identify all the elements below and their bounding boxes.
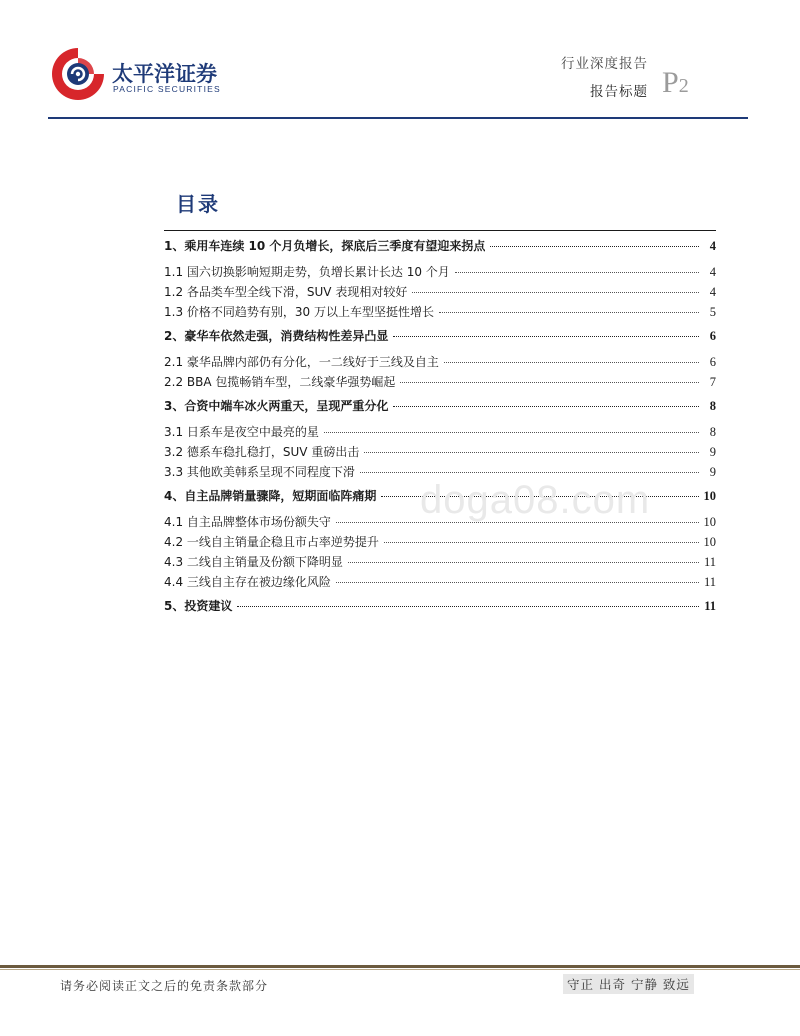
toc-entry-title: 5、投资建议 bbox=[164, 599, 233, 613]
toc-entry[interactable] bbox=[164, 352, 716, 372]
header-divider bbox=[48, 117, 748, 119]
toc-entry-page: 8 bbox=[709, 425, 716, 439]
toc-entry[interactable] bbox=[164, 552, 716, 572]
toc-entry-page: 10 bbox=[703, 535, 716, 549]
toc-entry[interactable] bbox=[164, 282, 716, 302]
toc-entry[interactable] bbox=[164, 372, 716, 392]
toc-dot-leader bbox=[393, 406, 699, 407]
toc-dot-leader bbox=[444, 362, 699, 363]
toc-entry[interactable] bbox=[164, 532, 716, 552]
toc-entry[interactable] bbox=[164, 236, 716, 256]
toc-entry-page: 4 bbox=[709, 265, 716, 279]
toc-dot-leader bbox=[237, 606, 699, 607]
footer-divider-thin bbox=[0, 969, 800, 970]
document-type: 行业深度报告 bbox=[561, 56, 648, 72]
toc-entry-title: 1.2 各品类车型全线下滑，SUV 表现相对较好 bbox=[164, 285, 408, 299]
toc-entry-title: 1、乘用车连续 10 个月负增长，探底后三季度有望迎来拐点 bbox=[164, 239, 486, 253]
toc-entry-title: 4.2 一线自主销量企稳且市占率逆势提升 bbox=[164, 535, 379, 549]
toc-dot-leader bbox=[360, 472, 699, 473]
page-number-value: 2 bbox=[678, 75, 689, 97]
toc-entry-page: 7 bbox=[709, 375, 716, 389]
toc-dot-leader bbox=[439, 312, 699, 313]
toc-entry-title: 2、豪华车依然走强，消费结构性差异凸显 bbox=[164, 329, 389, 343]
toc-entry-title: 4、自主品牌销量骤降，短期面临阵痛期 bbox=[164, 489, 377, 503]
toc-dot-leader bbox=[412, 292, 699, 293]
toc-entry-page: 11 bbox=[703, 575, 716, 589]
toc-dot-leader bbox=[393, 336, 699, 337]
toc-entry-page: 11 bbox=[704, 599, 716, 613]
toc-dot-leader bbox=[490, 246, 699, 247]
toc-entry-title: 4.1 自主品牌整体市场份额失守 bbox=[164, 515, 331, 529]
toc-dot-leader bbox=[364, 452, 699, 453]
toc-entry[interactable] bbox=[164, 262, 716, 282]
toc-entry-title: 3.2 德系车稳扎稳打，SUV 重磅出击 bbox=[164, 445, 360, 459]
toc-entry-page: 8 bbox=[709, 399, 716, 413]
page-number bbox=[662, 66, 689, 100]
toc-divider bbox=[164, 230, 716, 231]
page-header bbox=[0, 0, 800, 125]
page-letter: P bbox=[662, 66, 679, 99]
toc-entry-page: 11 bbox=[703, 555, 716, 569]
toc-dot-leader bbox=[348, 562, 699, 563]
watermark: doga08.com bbox=[420, 478, 651, 522]
toc-entry[interactable] bbox=[164, 596, 716, 616]
toc-entry[interactable] bbox=[164, 396, 716, 416]
brand-name-cn: 太平洋证券 bbox=[112, 62, 217, 86]
toc-entry-page: 6 bbox=[709, 329, 716, 343]
toc-heading: 目录 bbox=[176, 192, 220, 216]
toc-dot-leader bbox=[384, 542, 699, 543]
toc-entry[interactable] bbox=[164, 442, 716, 462]
toc-entry-page: 6 bbox=[709, 355, 716, 369]
toc-entry-title: 1.1 国六切换影响短期走势，负增长累计长达 10 个月 bbox=[164, 265, 450, 279]
toc-dot-leader bbox=[400, 382, 699, 383]
toc-entry-title: 1.3 价格不同趋势有别，30 万以上车型坚挺性增长 bbox=[164, 305, 434, 319]
toc-entry-page: 5 bbox=[709, 305, 716, 319]
toc-entry-page: 10 bbox=[703, 489, 716, 503]
toc-entry[interactable] bbox=[164, 302, 716, 322]
toc-entry-page: 10 bbox=[703, 515, 716, 529]
toc-entry-title: 2.1 豪华品牌内部仍有分化，一二线好于三线及自主 bbox=[164, 355, 439, 369]
company-motto: 守正 出奇 宁静 致远 bbox=[563, 974, 694, 994]
toc-entry-title: 3.1 日系车是夜空中最亮的星 bbox=[164, 425, 319, 439]
toc-entry[interactable] bbox=[164, 572, 716, 592]
toc-dot-leader bbox=[455, 272, 699, 273]
toc-dot-leader bbox=[336, 582, 699, 583]
footer-divider bbox=[0, 965, 800, 968]
brand-name-en: PACIFIC SECURITIES bbox=[113, 84, 221, 94]
toc-entry-title: 4.4 三线自主存在被边缘化风险 bbox=[164, 575, 331, 589]
disclaimer-note: 请务必阅读正文之后的免责条款部分 bbox=[60, 979, 269, 993]
toc-entry-page: 4 bbox=[709, 239, 716, 253]
toc-entry-title: 3、合资中端车冰火两重天，呈现严重分化 bbox=[164, 399, 389, 413]
toc-entry[interactable] bbox=[164, 422, 716, 442]
pacific-securities-logo-icon bbox=[48, 44, 108, 104]
toc-entry-title: 4.3 二线自主销量及份额下降明显 bbox=[164, 555, 343, 569]
toc-entry-title: 3.3 其他欧美韩系呈现不同程度下滑 bbox=[164, 465, 355, 479]
toc-entry-page: 9 bbox=[709, 445, 716, 459]
toc-entry-title: 2.2 BBA 包揽畅销车型，二线豪华强势崛起 bbox=[164, 375, 396, 389]
document-title: 报告标题 bbox=[590, 84, 648, 100]
toc-entry-page: 9 bbox=[709, 465, 716, 479]
toc-entry-page: 4 bbox=[709, 285, 716, 299]
toc-entry[interactable] bbox=[164, 326, 716, 346]
toc-dot-leader bbox=[324, 432, 699, 433]
